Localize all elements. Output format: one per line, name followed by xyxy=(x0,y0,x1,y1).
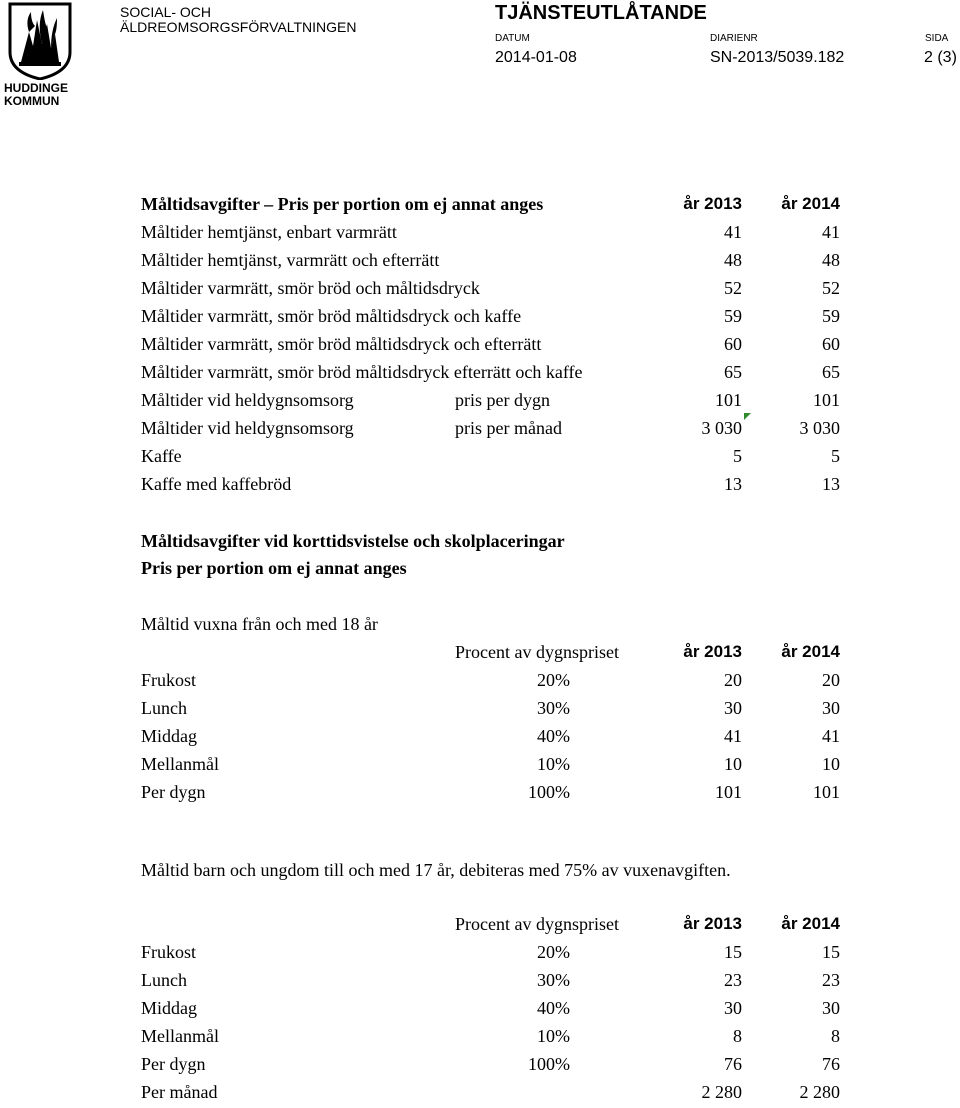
row-value-2013: 5 xyxy=(733,446,742,466)
col-year-2013: år 2013 xyxy=(683,642,742,661)
row-percent: 10% xyxy=(537,1026,570,1046)
logo-text-line2: KOMMUN xyxy=(4,94,60,108)
row-value-2014: 15 xyxy=(822,942,840,962)
table-row xyxy=(0,697,960,723)
page-number-value: 2 (3) xyxy=(924,49,957,66)
row-percent: 40% xyxy=(537,726,570,746)
row-value-2013: 101 xyxy=(715,782,742,802)
table-row xyxy=(0,1053,960,1079)
section1-title: Måltidsavgifter – Pris per portion om ej annat anges xyxy=(141,194,544,214)
row-value-2013: 48 xyxy=(724,250,742,270)
table-row xyxy=(0,277,960,303)
row-value-2013: 10 xyxy=(724,754,742,774)
row-value-2013: 20 xyxy=(724,670,742,690)
row-value-2014: 10 xyxy=(822,754,840,774)
table-row xyxy=(0,305,960,331)
row-value-2014: 60 xyxy=(822,334,840,354)
section2-title-line1: Måltidsavgifter vid korttidsvistelse och skolplaceringar xyxy=(141,531,565,551)
row-label: Frukost xyxy=(141,670,197,690)
table-row xyxy=(0,473,960,499)
row-value-2013: 41 xyxy=(724,222,742,242)
table-row xyxy=(0,249,960,275)
col-year-2013: år 2013 xyxy=(683,194,742,213)
row-label: Middag xyxy=(141,998,197,1018)
table-row xyxy=(0,753,960,779)
children-header-row xyxy=(0,913,960,939)
row-value-2014: 3 030 xyxy=(799,418,840,438)
row-percent: 40% xyxy=(537,998,570,1018)
row-unit: pris per dygn xyxy=(455,390,550,410)
row-value-2014: 76 xyxy=(822,1054,840,1074)
row-value-2014: 2 280 xyxy=(799,1082,840,1102)
adults-header-row xyxy=(0,641,960,667)
col-year-2014: år 2014 xyxy=(781,194,840,213)
table-row xyxy=(0,417,960,443)
section2-title-line2: Pris per portion om ej annat anges xyxy=(141,558,407,578)
table-row xyxy=(0,997,960,1023)
row-value-2014: 30 xyxy=(822,698,840,718)
row-percent: 30% xyxy=(537,698,570,718)
coat-of-arms-icon xyxy=(7,2,73,80)
row-percent: 20% xyxy=(537,670,570,690)
col-year-2013: år 2013 xyxy=(683,914,742,933)
date-value: 2014-01-08 xyxy=(495,49,577,66)
document-type: TJÄNSTEUTLÅTANDE xyxy=(495,2,707,24)
row-label: Måltider vid heldygnsomsorg xyxy=(141,418,354,438)
row-value-2014: 59 xyxy=(822,306,840,326)
row-value-2014: 13 xyxy=(822,474,840,494)
row-value-2014: 41 xyxy=(822,726,840,746)
municipality-logo xyxy=(4,2,76,106)
row-label: Per dygn xyxy=(141,1054,206,1074)
row-value-2013: 101 xyxy=(715,390,742,410)
row-label: Mellanmål xyxy=(141,754,219,774)
row-value-2013: 23 xyxy=(724,970,742,990)
row-label: Måltider varmrätt, smör bröd måltidsdryck och kaffe xyxy=(141,306,522,326)
row-label: Måltider varmrätt, smör bröd måltidsdryck och efterrätt xyxy=(141,334,542,354)
row-label: Mellanmål xyxy=(141,1026,219,1046)
row-value-2014: 52 xyxy=(822,278,840,298)
row-value-2014: 101 xyxy=(813,782,840,802)
row-label: Middag xyxy=(141,726,197,746)
org-name-line1: SOCIAL- OCH xyxy=(120,4,212,20)
table-row xyxy=(0,1081,960,1107)
table-row xyxy=(0,969,960,995)
row-percent: 30% xyxy=(537,970,570,990)
row-label: Måltider varmrätt, smör bröd måltidsdryck efterrätt och kaffe xyxy=(141,362,583,382)
adults-intro: Måltid vuxna från och med 18 år xyxy=(141,614,378,634)
table-row xyxy=(0,1025,960,1051)
col-percent: Procent av dygnspriset xyxy=(455,914,619,934)
row-percent: 20% xyxy=(537,942,570,962)
row-value-2013: 8 xyxy=(733,1026,742,1046)
table-row xyxy=(0,669,960,695)
row-value-2013: 30 xyxy=(724,698,742,718)
row-percent: 100% xyxy=(528,782,570,802)
row-label: Per dygn xyxy=(141,782,206,802)
row-label: Måltider vid heldygnsomsorg xyxy=(141,390,354,410)
row-value-2014: 65 xyxy=(822,362,840,382)
row-value-2013: 41 xyxy=(724,726,742,746)
row-value-2013: 59 xyxy=(724,306,742,326)
row-value-2014: 20 xyxy=(822,670,840,690)
table-row xyxy=(0,333,960,359)
table-row xyxy=(0,725,960,751)
logo-text-line1: HUDDINGE xyxy=(4,81,69,95)
row-percent: 100% xyxy=(528,1054,570,1074)
row-label: Per månad xyxy=(141,1082,218,1102)
row-value-2013: 65 xyxy=(724,362,742,382)
row-value-2014: 101 xyxy=(813,390,840,410)
table-row xyxy=(0,941,960,967)
row-value-2013: 76 xyxy=(724,1054,742,1074)
col-year-2014: år 2014 xyxy=(781,642,840,661)
diary-number-value: SN-2013/5039.182 xyxy=(710,49,845,66)
table-row xyxy=(0,389,960,415)
table-row xyxy=(0,781,960,807)
row-value-2014: 23 xyxy=(822,970,840,990)
row-value-2013: 30 xyxy=(724,998,742,1018)
row-value-2014: 5 xyxy=(831,446,840,466)
row-value-2013: 3 030 xyxy=(701,418,742,438)
row-label: Lunch xyxy=(141,698,187,718)
row-label: Måltider hemtjänst, varmrätt och efterrätt xyxy=(141,250,440,270)
org-name-line2: ÄLDREOMSORGSFÖRVALTNINGEN xyxy=(120,19,357,35)
row-value-2013: 52 xyxy=(724,278,742,298)
comment-marker-icon[interactable] xyxy=(744,413,751,420)
row-value-2014: 8 xyxy=(831,1026,840,1046)
row-value-2014: 48 xyxy=(822,250,840,270)
row-unit: pris per månad xyxy=(455,418,562,438)
table-row xyxy=(0,361,960,387)
row-value-2014: 30 xyxy=(822,998,840,1018)
diary-number-label: DIARIENR xyxy=(710,33,758,44)
section1-header-row xyxy=(0,193,960,219)
date-label: DATUM xyxy=(495,33,530,44)
row-value-2013: 2 280 xyxy=(701,1082,742,1102)
row-value-2013: 15 xyxy=(724,942,742,962)
row-value-2013: 60 xyxy=(724,334,742,354)
col-percent: Procent av dygnspriset xyxy=(455,642,619,662)
row-label: Kaffe med kaffebröd xyxy=(141,474,292,494)
page-label: SIDA xyxy=(925,33,949,44)
row-label: Frukost xyxy=(141,942,197,962)
row-value-2013: 13 xyxy=(724,474,742,494)
row-value-2014: 41 xyxy=(822,222,840,242)
row-label: Måltider hemtjänst, enbart varmrätt xyxy=(141,222,397,242)
table-row xyxy=(0,445,960,471)
row-label: Måltider varmrätt, smör bröd och måltidsdryck xyxy=(141,278,480,298)
row-percent: 10% xyxy=(537,754,570,774)
row-label: Lunch xyxy=(141,970,187,990)
children-intro: Måltid barn och ungdom till och med 17 år, debiteras med 75% av vuxenavgiften. xyxy=(141,860,731,880)
col-year-2014: år 2014 xyxy=(781,914,840,933)
table-row xyxy=(0,221,960,247)
row-label: Kaffe xyxy=(141,446,182,466)
